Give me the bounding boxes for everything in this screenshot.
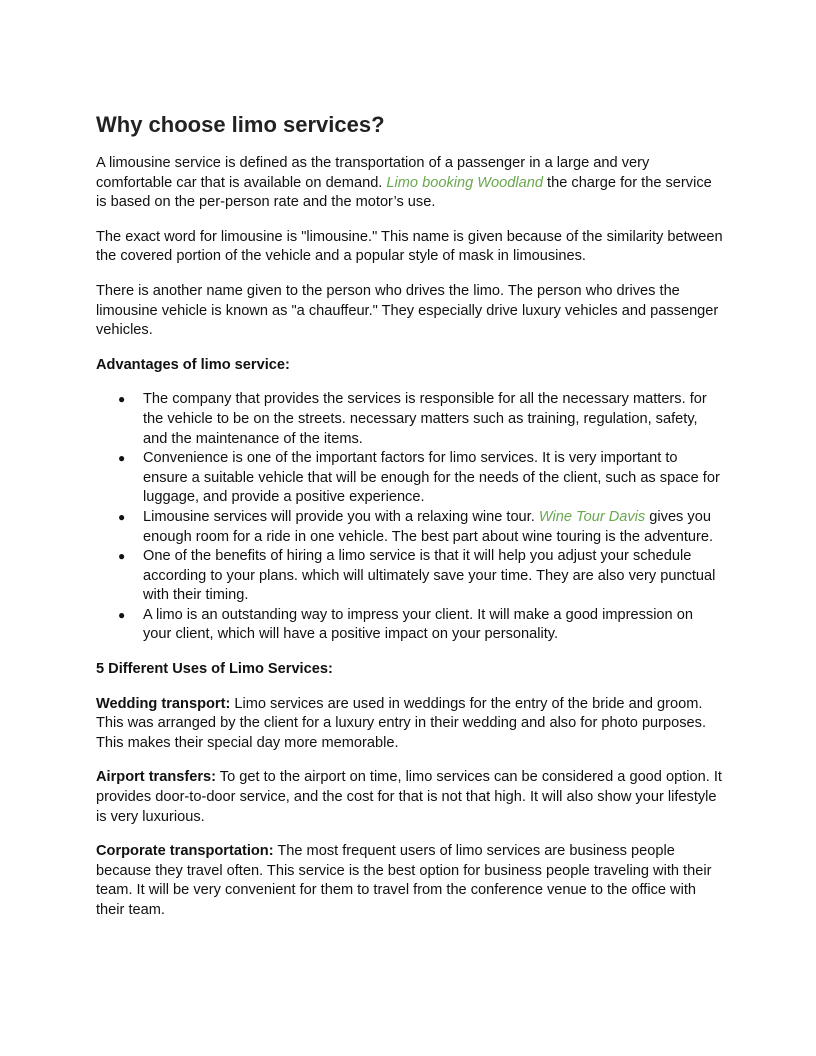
uses-heading: 5 Different Uses of Limo Services: <box>96 661 333 678</box>
document-page <box>96 108 724 936</box>
chauffeur-paragraph: There is another name given to the person who drives the limo. The person who drives the limousine vehicle is known as "a chauffeur." They especially drive luxury vehicles and passenger vehicles. <box>96 282 719 339</box>
list-item: ● One of the benefits of hiring a limo service is that it will help you adjust your schedule according to your plans. which will ultimately save your time. They are also very punctual with their timing. <box>118 548 716 604</box>
wine-tour-davis-link[interactable]: Wine Tour Davis <box>538 508 646 525</box>
use-paragraph-wedding: Wedding transport: Limo services are used in weddings for the entry of the bride and groom. This was arranged by the client for a luxury entry in their wedding and also for photo purposes. This makes their special day more memorable. <box>96 695 707 751</box>
limo-booking-woodland-link[interactable]: Limo booking Woodland <box>386 174 543 191</box>
list-item: ● A limo is an outstanding way to impress your client. It will make a good impression on your client, which will have a positive impact on your personality. <box>118 606 693 643</box>
use-label: Wedding transport: <box>96 695 231 712</box>
list-item: ● Limousine services will provide you with a relaxing wine tour. Wine Tour Davis gives you enough room for a ride in one vehicle. The best part about wine touring is the adventure. <box>118 508 714 545</box>
use-paragraph-corporate: Corporate transportation: The most frequent users of limo services are business people because they travel often. This service is the best option for business people traveling with their team. It will be very convenient for them to travel from the conference venue to the office with their team. <box>96 843 712 918</box>
use-label: Corporate transportation: <box>96 843 274 860</box>
use-paragraph-airport: Airport transfers: To get to the airport on time, limo services can be considered a good option. It provides door-to-door service, and the cost for that is not that high. It will also show your lifestyle is very luxurious. <box>96 769 722 825</box>
list-item: ● Convenience is one of the important factors for limo services. It is very important to ensure a suitable vehicle that will be enough for the needs of the client, such as space for luggage, and provide a positive experience. <box>118 450 720 506</box>
use-label: Airport transfers: <box>96 769 217 786</box>
list-item: ● The company that provides the services is responsible for all the necessary matters. for the vehicle to be on the streets. necessary matters such as training, regulation, safety, and the maintenance of the items. <box>118 391 707 447</box>
intro-paragraph <box>96 154 724 213</box>
bullet-icon: ● <box>118 509 126 524</box>
bullet-icon: ● <box>118 392 126 407</box>
bullet-icon: ● <box>118 607 126 622</box>
limousine-name-paragraph: The exact word for limousine is "limousine." This name is given because of the similarity between the covered portion of the vehicle and a popular style of mask in limousines. <box>96 228 723 265</box>
advantages-list <box>96 390 724 645</box>
intro-text-end: the charge for the service is based on the per-person rate and the motor’s use. <box>96 174 712 211</box>
bullet-icon: ● <box>118 451 126 466</box>
intro-text-start: A limousine service is defined as the transportation of a passenger in a large and very comfortable car that is available on demand. <box>96 155 650 191</box>
advantages-heading: Advantages of limo service: <box>96 356 290 373</box>
bullet-icon: ● <box>118 549 126 564</box>
page-title: Why choose limo services? <box>96 112 385 137</box>
